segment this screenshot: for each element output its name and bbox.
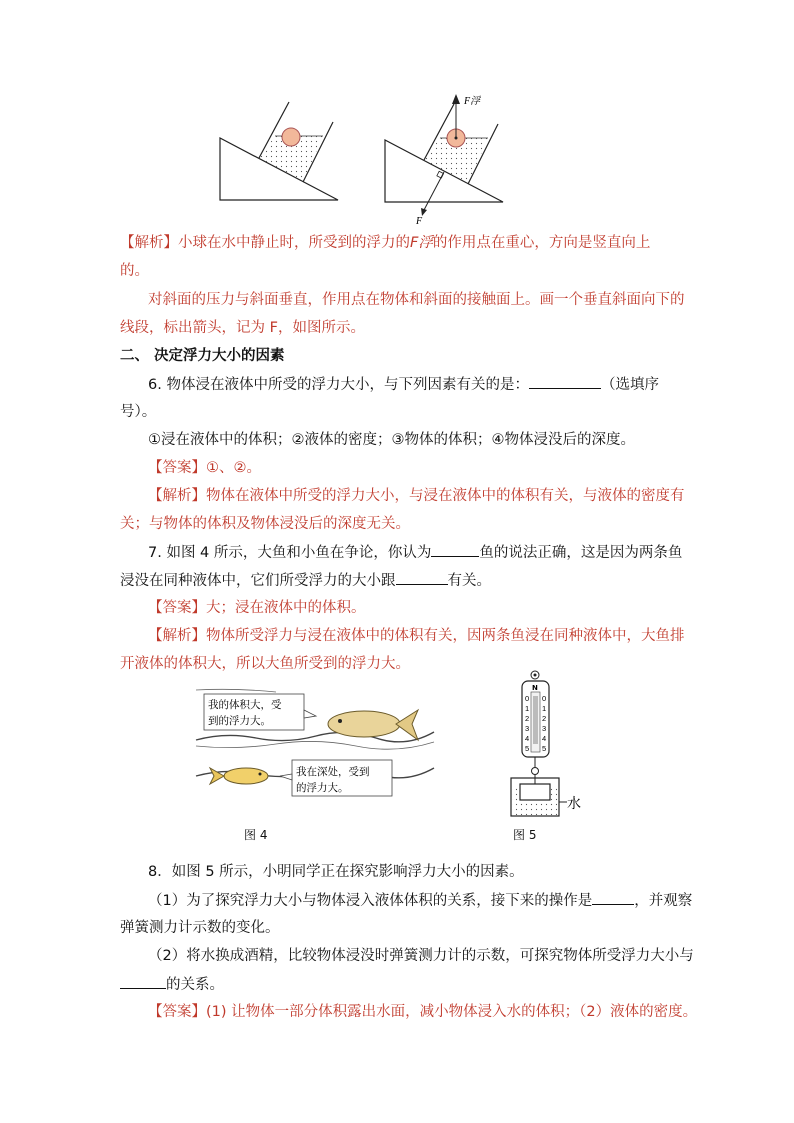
q8-part2-cont: 的关系。: [120, 974, 690, 995]
svg-text:N: N: [532, 684, 538, 692]
q6-blank: [529, 374, 601, 389]
q6-answer: 【答案】①、②。: [148, 460, 261, 476]
q8-part1-cont: 弹簧测力计示数的变化。: [120, 920, 280, 936]
q6-analysis-line1: 【解析】物体在液体中所受的浮力大小，与浸在液体中的体积有关，与液体的密度有: [148, 488, 685, 504]
svg-text:5: 5: [542, 744, 547, 753]
figure5-caption: 图 5: [513, 828, 537, 842]
svg-text:我的体积大，受: 我的体积大，受: [208, 699, 282, 711]
q6-options: ①浸在液体中的体积；②液体的密度；③物体的体积；④物体浸没后的深度。: [148, 432, 635, 448]
section-heading: 二、 决定浮力大小的因素: [120, 348, 285, 364]
q7-line2: 浸没在同种液体中，它们所受浮力的大小跟 有关。: [120, 570, 690, 591]
q8-blank2: [120, 974, 166, 989]
svg-text:2: 2: [525, 714, 530, 723]
svg-text:0: 0: [542, 694, 547, 703]
svg-text:到的浮力大。: 到的浮力大。: [208, 715, 271, 727]
water-label: 水: [567, 796, 581, 812]
q5-analysis-line3: 对斜面的压力与斜面垂直，作用点在物体和斜面的接触面上。画一个垂直斜面向下的: [148, 292, 685, 308]
svg-text:我在深处，受到: 我在深处，受到: [296, 766, 370, 778]
svg-text:4: 4: [542, 734, 547, 743]
svg-text:的浮力大。: 的浮力大。: [296, 782, 349, 794]
q7-line1: 7. 如图 4 所示，大鱼和小鱼在争论，你认为 鱼的说法正确，这是因为两条鱼: [148, 542, 718, 563]
submerged-block: [520, 784, 550, 800]
figure4-fish: [196, 688, 436, 803]
svg-text:1: 1: [525, 704, 530, 713]
svg-text:3: 3: [542, 724, 547, 733]
q5-analysis-line4: 线段，标出箭头，记为 F，如图所示。: [120, 320, 365, 336]
pressure-label: F: [416, 216, 423, 227]
svg-text:1: 1: [542, 704, 547, 713]
q8-part1: （1）为了探究浮力大小与物体浸入液体体积的关系，接下来的操作是 ，并观察: [148, 890, 718, 911]
small-fish: [210, 768, 268, 784]
q7-answer: 【答案】大；浸在液体中的体积。: [148, 600, 366, 616]
svg-text:4: 4: [525, 734, 530, 743]
q8-line1: 8．如图 5 所示，小明同学正在探究影响浮力大小的因素。: [148, 864, 524, 880]
q6-analysis-line2: 关；与物体的体积及物体浸没后的深度无关。: [120, 516, 410, 532]
figure4-caption: 图 4: [244, 828, 268, 842]
buoyancy-label: F浮: [464, 96, 481, 107]
svg-text:0: 0: [525, 694, 530, 703]
scale-right-numbers: [542, 694, 546, 753]
incline-figure-left: [215, 100, 345, 205]
scale-left-numbers: [525, 694, 529, 753]
incline-figure-right: [380, 92, 520, 227]
q8-part2: （2）将水换成酒精，比较物体浸没时弹簧测力计的示数，可探究物体所受浮力大小与: [148, 948, 694, 964]
q7-analysis-line2: 开液体的体积大，所以大鱼所受到的浮力大。: [120, 656, 410, 672]
q6-line2: 号）。: [120, 404, 157, 420]
svg-text:5: 5: [525, 744, 530, 753]
big-fish: [328, 710, 418, 740]
q5-analysis-line2: 的。: [120, 263, 149, 279]
q6-line1: 6. 物体浸在液体中所受的浮力大小，与下列因素有关的是： （选填序: [148, 374, 718, 395]
q7-analysis-line1: 【解析】物体所受浮力与浸在液体中的体积有关，因两条鱼浸在同种液体中，大鱼排: [148, 628, 685, 644]
q7-blank1: [431, 542, 479, 557]
q7-blank2: [396, 570, 448, 585]
q8-blank1: [592, 890, 634, 905]
svg-text:3: 3: [525, 724, 530, 733]
svg-text:2: 2: [542, 714, 547, 723]
figure5-spring-scale: [505, 668, 585, 820]
q8-answer: 【答案】(1) 让物体一部分体积露出水面，减小物体浸入水的体积；（2）液体的密度。: [148, 1004, 698, 1020]
q5-analysis-line1: 【解析】小球在水中静止时，所受到的浮力的F浮的作用点在重心，方向是竖直向上: [120, 235, 651, 251]
ball: [282, 128, 300, 146]
